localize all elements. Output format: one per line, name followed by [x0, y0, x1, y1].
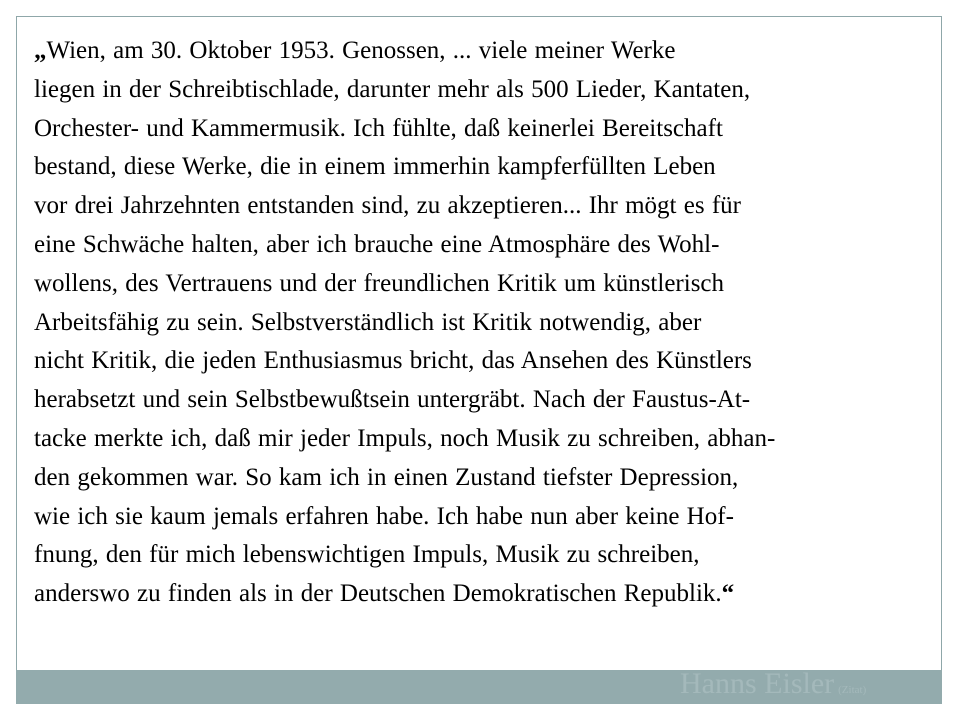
attribution: [680, 662, 866, 712]
quote-line-15-text: anderswo zu finden als in der Deutschen Demokratischen Republik.: [34, 580, 722, 608]
author-name: Hanns Eisler: [680, 667, 835, 700]
quote-text: [34, 32, 960, 614]
opening-quote-mark: „: [34, 37, 47, 64]
closing-quote-mark: “: [721, 580, 735, 608]
quote-line-11: tacke merkte ich, daß mir jeder Impuls, noch Musik zu schreiben, abhan-: [34, 424, 776, 452]
attribution-note: (Zitat): [838, 684, 867, 696]
quote-line-1: [34, 32, 960, 71]
quote-line-14: fnung, den für mich lebenswichtigen Impuls, Musik zu schreiben,: [34, 541, 700, 569]
quote-line-1-text: Wien, am 30. Oktober 1953. Genossen, ... viele meiner Werke: [46, 37, 676, 64]
quote-line-12: den gekommen war. So kam ich in einen Zustand tiefster Depression,: [34, 463, 739, 491]
quote-line-6: eine Schwäche halten, aber ich brauche eine Atmosphäre des Wohl-: [34, 230, 720, 258]
quote-line-2: liegen in der Schreibtischlade, darunter mehr als 500 Lieder, Kantaten,: [34, 75, 751, 103]
quote-line-4: bestand, diese Werke, die in einem immerhin kampferfüllten Leben: [34, 153, 716, 181]
quote-line-7: wollens, des Vertrauens und der freundlichen Kritik um künstlerisch: [34, 269, 725, 297]
quote-line-5: vor drei Jahrzehnten entstanden sind, zu akzeptieren... Ihr mögt es für: [34, 192, 741, 220]
quote-line-3: Orchester- und Kammermusik. Ich fühlte, daß keinerlei Bereitschaft: [34, 114, 723, 142]
quote-line-13: wie ich sie kaum jemals erfahren habe. Ich habe nun aber keine Hof-: [34, 502, 734, 530]
quote-line-8: Arbeitsfähig zu sein. Selbstverständlich ist Kritik notwendig, aber: [34, 308, 702, 336]
quote-line-15: [34, 575, 960, 614]
quote-line-10: herabsetzt und sein Selbstbewußtsein untergräbt. Nach der Faustus-At-: [34, 386, 751, 414]
quote-line-9: nicht Kritik, die jeden Enthusiasmus bricht, das Ansehen des Künstlers: [34, 347, 752, 375]
